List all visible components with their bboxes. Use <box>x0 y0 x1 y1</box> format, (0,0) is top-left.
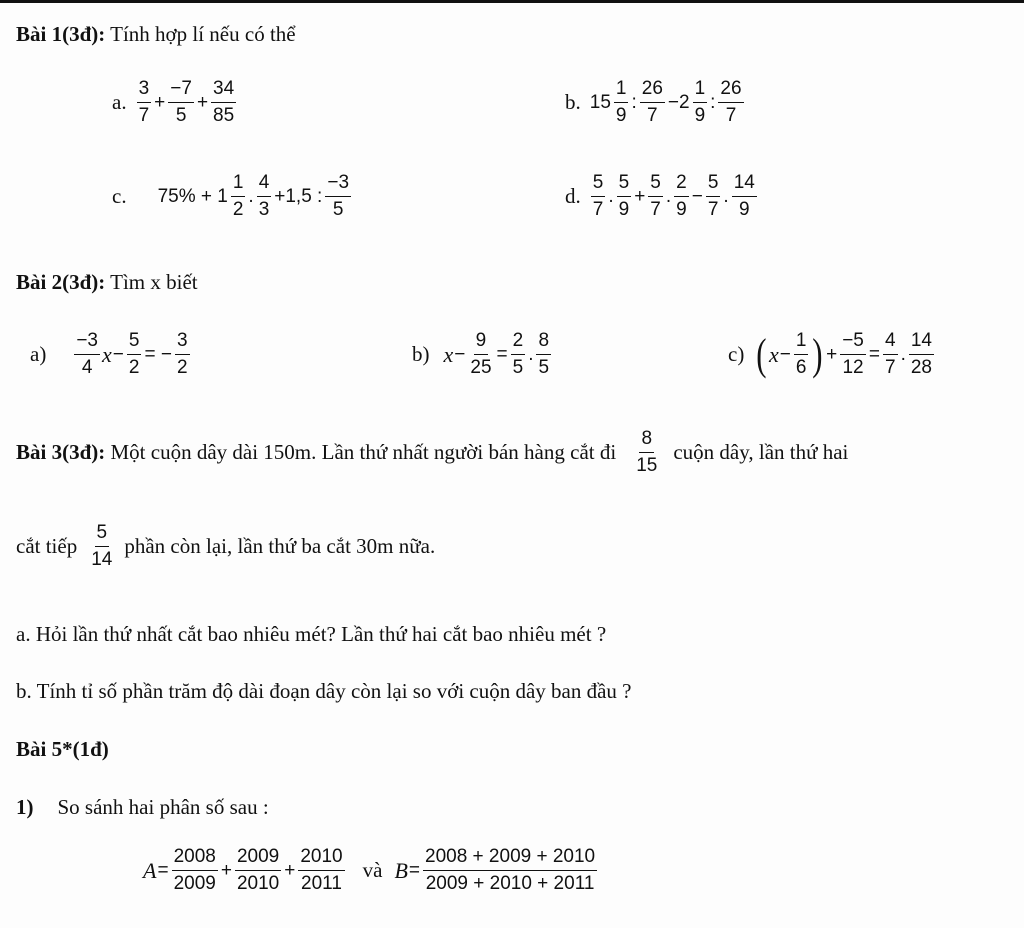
bai1-c: c. 75% + 1 $\frac{1}{2}$ . $\frac{4}{3}$ +1,5 : $\frac{-3}{5}$ <box>112 172 350 220</box>
bai2-heading <box>16 268 198 296</box>
bai5-va: và <box>362 858 383 882</box>
bai1-c-label: c. <box>112 184 127 208</box>
fraction: $\frac{-5}{12}$ <box>842 330 864 378</box>
fraction: $\frac{8}{5}$ <box>538 330 550 378</box>
fraction: $\frac{2}{9}$ <box>676 172 687 220</box>
bai5-item1-label: 1) <box>16 795 34 819</box>
bai1-d-label: d. <box>565 184 581 208</box>
bai5-heading <box>16 735 109 763</box>
fraction: $\frac{1}{9}$ <box>694 78 706 126</box>
fraction: $\frac{5}{14}$ <box>91 522 113 570</box>
fraction: $\frac{34}{85}$ <box>213 78 235 126</box>
fraction: $\frac{1}{6}$ <box>795 330 807 378</box>
bai3-title: Bài 3(3đ): <box>16 440 106 464</box>
bai2-title: Bài 2(3đ): <box>16 270 106 294</box>
fraction: $\frac{14}{9}$ <box>733 172 755 220</box>
fraction: $\frac{5}{7}$ <box>592 172 604 220</box>
bai2-a-label: a) <box>30 342 47 366</box>
bai2-b: b) x − $\frac{9}{25}$ = $\frac{2}{5}$ . $\frac{8}{5}$ <box>412 330 550 378</box>
fraction: $\frac{2008}{2009}$ <box>173 846 216 894</box>
top-border <box>0 0 1024 3</box>
fraction: $\frac{4}{7}$ <box>884 330 896 378</box>
fraction: $\frac{3}{7}$ <box>138 78 150 126</box>
fraction: $\frac{9}{25}$ <box>470 330 492 378</box>
bai3-line2 <box>16 522 435 571</box>
fraction: $\frac{26}{7}$ <box>641 78 663 126</box>
bai1-heading <box>16 20 296 48</box>
bai1-title: Bài 1(3đ): <box>16 22 106 46</box>
fraction: $\frac{14}{28}$ <box>910 330 932 378</box>
bai3-line1 <box>16 428 848 477</box>
fraction: $\frac{26}{7}$ <box>720 78 742 126</box>
bai3-text1: Một cuộn dây dài 150m. Lần thứ nhất người bán hàng cắt đi <box>105 440 617 464</box>
bai3-question-b: b. Tính tỉ số phần trăm độ dài đoạn dây còn lại so với cuộn dây ban đầu ? <box>16 679 632 703</box>
fraction: $\frac{5}{7}$ <box>707 172 719 220</box>
bai3-question-a: a. Hỏi lần thứ nhất cắt bao nhiêu mét? Lần thứ hai cắt bao nhiêu mét ? <box>16 622 607 646</box>
bai2-c: c) ( x − $\frac{1}{6}$ ) + $\frac{-5}{12}$ = $\frac{4}{7}$ . $\frac{14}{28}$ <box>728 329 932 379</box>
fraction: $\frac{5}{9}$ <box>618 172 630 220</box>
fraction: $\frac{2008 + 2009 + 2010}{2009 + 2010 + 2011}$ <box>425 846 596 894</box>
fraction: $\frac{2}{5}$ <box>512 330 524 378</box>
fraction: $\frac{5}{7}$ <box>650 172 661 220</box>
bai1-b: b. 15 $\frac{1}{9}$ : $\frac{26}{7}$ −2 $\frac{1}{9}$ : $\frac{26}{7}$ <box>565 78 742 126</box>
bai5-title: Bài 5*(1đ) <box>16 737 109 761</box>
bai3-text2: cuộn dây, lần thứ hai <box>673 440 849 464</box>
fraction: $\frac{-3}{4}$ <box>76 330 98 378</box>
bai2-b-label: b) <box>412 342 430 366</box>
bai2-c-label: c) <box>728 342 745 366</box>
fraction: $\frac{4}{3}$ <box>258 172 270 220</box>
bai5-comparison: A = $\frac{2008}{2009}$ + $\frac{2009}{2010}$ + $\frac{2010}{2011}$ và B = $\frac{2008 + 2009 + 2010}{2009 + 2010 + 2011}$ <box>143 846 596 894</box>
fraction: $\frac{2009}{2010}$ <box>236 846 280 894</box>
fraction: $\frac{3}{2}$ <box>176 330 188 378</box>
bai1-b-label: b. <box>565 90 581 114</box>
bai1-a: a. $\frac{3}{7}$ + $\frac{-7}{5}$ + $\frac{34}{85}$ <box>112 78 235 126</box>
fraction: $\frac{1}{9}$ <box>615 78 627 126</box>
fraction: $\frac{5}{2}$ <box>128 330 140 378</box>
bai5-item1-text: So sánh hai phân số sau : <box>57 795 269 819</box>
fraction: $\frac{1}{2}$ <box>232 172 244 220</box>
bai3-text4: phần còn lại, lần thứ ba cắt 30m nữa. <box>124 534 436 558</box>
fraction: $\frac{2010}{2011}$ <box>300 846 343 894</box>
bai2-a: a) $\frac{-3}{4}$ x − $\frac{5}{2}$ = − $\frac{3}{2}$ <box>30 330 188 378</box>
bai2-instruction: Tìm x biết <box>105 270 198 294</box>
bai1-instruction: Tính hợp lí nếu có thể <box>105 22 296 46</box>
fraction: $\frac{-3}{5}$ <box>327 172 350 220</box>
bai1-d: d. $\frac{5}{7}$ . $\frac{5}{9}$ + $\frac{5}{7}$ . $\frac{2}{9}$ − $\frac{5}{7}$ . $\frac{14}{9}$ <box>565 172 755 220</box>
fraction: $\frac{8}{15}$ <box>636 428 658 476</box>
bai3-text3: cắt tiếp <box>16 534 78 558</box>
fraction: $\frac{-7}{5}$ <box>170 78 192 126</box>
bai1-a-label: a. <box>112 90 127 114</box>
bai5-item1 <box>16 793 269 821</box>
